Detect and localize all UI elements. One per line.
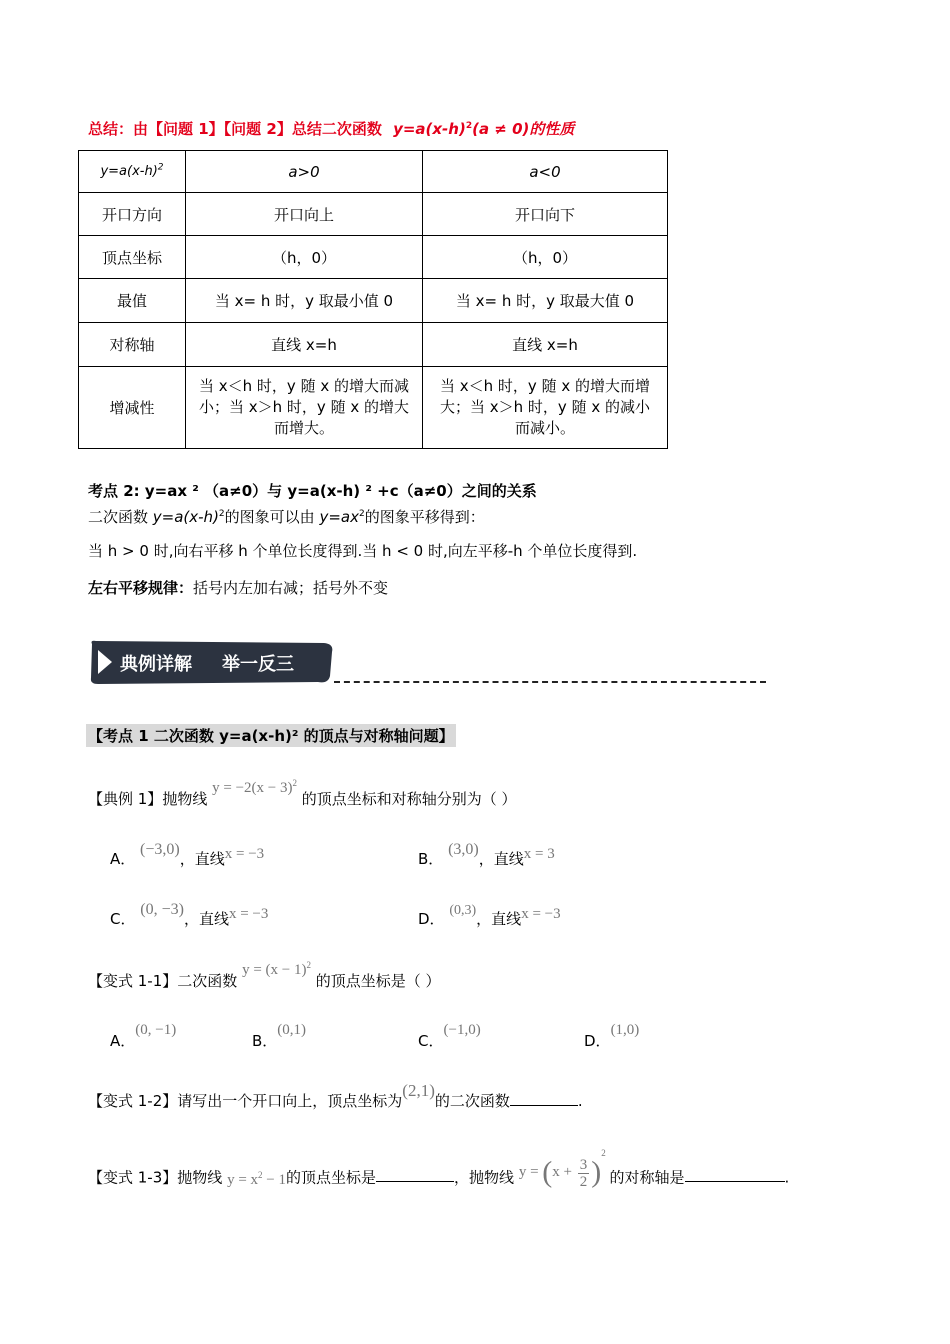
option-b[interactable]: B． (3,0)，直线x = 3 xyxy=(418,841,555,868)
answer-blank[interactable] xyxy=(685,1167,785,1182)
summary-heading: 总结：由【问题 1】【问题 2】总结二次函数 $y=a(x-h)^2(a \ne 0)$的性质 xyxy=(88,120,575,138)
table-cell: （h，0） xyxy=(423,236,668,279)
table-row xyxy=(79,236,668,279)
variant11-option-b[interactable]: B．(0,1) xyxy=(252,1022,307,1050)
variant12-question: 【变式 1-2】请写出一个开口向上，顶点坐标为(2,1)的二次函数 . xyxy=(88,1081,583,1110)
table-header-cell: a<0 xyxy=(423,151,668,193)
cell-line: 而增大。 xyxy=(273,419,334,437)
variant11-option-d[interactable]: D．(1,0) xyxy=(584,1022,640,1050)
table-header-cell: a>0 xyxy=(186,151,423,193)
table-cell: 开口向下 xyxy=(423,193,668,236)
table-row xyxy=(79,323,668,367)
summary-formula: y=a(x-h) xyxy=(393,120,466,138)
cell-line: 小；当 x＞h 时，y 随 x 的增大 xyxy=(199,398,409,416)
answer-blank[interactable] xyxy=(510,1091,578,1106)
table-cell: 顶点坐标 xyxy=(79,236,186,279)
table-cell xyxy=(423,367,668,449)
banner-title-left: 典例详解 xyxy=(120,654,192,675)
table-cell: 直线 x=h xyxy=(423,323,668,367)
table-cell xyxy=(186,367,423,449)
section1-title: 【考点 1 二次函数 y=a(x-h)² 的顶点与对称轴问题】 xyxy=(86,724,456,747)
table-cell: （h，0） xyxy=(186,236,423,279)
cell-line: 当 x＜h 时，y 随 x 的增大而减 xyxy=(199,377,409,395)
summary-condition: (a ≠ 0)的性质 xyxy=(472,120,575,138)
example1-formula: $y = -2(x - 3)^2$ xyxy=(212,778,297,796)
table-cell: 对称轴 xyxy=(79,323,186,367)
table-cell: 直线 x=h xyxy=(186,323,423,367)
cell-line: 大；当 x＞h 时，y 随 x 的减小 xyxy=(440,398,650,416)
point2-rule: 左右平移规律：括号内左加右减；括号外不变 xyxy=(88,579,389,597)
point2-line2: 当 h > 0 时,向右平移 h 个单位长度得到.当 h < 0 时,向左平移-h 个单位长度得到. xyxy=(88,542,638,560)
answer-blank[interactable] xyxy=(376,1167,454,1182)
point2-line1: 二次函数 $y=a(x-h)^2$的图象可以由 $y=ax^2$的图象平移得到： xyxy=(88,508,485,526)
example1-question: 【典例 1】抛物线 $y = -2(x - 3)^2$ 的顶点坐标和对称轴分别为（ ） xyxy=(88,778,517,808)
variant13-formula2: y = (x + $\frac{3}{2}$ )$^2$ xyxy=(518,1148,606,1190)
cell-line: 而减小。 xyxy=(514,419,575,437)
table-row xyxy=(79,367,668,449)
option-d[interactable]: D． (0,3)，直线x = −3 xyxy=(418,903,561,928)
variant13-question: 【变式 1-3】抛物线 $y = x^2 - 1$的顶点坐标是 ，抛物线 y = (x + $\frac{3}{2}$ )$^2$ 的对称轴是 . xyxy=(88,1148,790,1190)
point2-title: 考点 2: y=ax ² （a≠0）与 y=a(x-h) ² +c（a≠0）之间的关系 xyxy=(88,482,537,500)
properties-table xyxy=(78,150,668,449)
table-cell: 最值 xyxy=(79,279,186,323)
variant11-option-c[interactable]: C．(−1,0) xyxy=(418,1022,481,1050)
variant11-question: 【变式 1-1】二次函数 $y = (x - 1)^2$ 的顶点坐标是（ ） xyxy=(88,960,441,990)
table-cell: 增减性 xyxy=(79,367,186,449)
table-cell: 开口方向 xyxy=(79,193,186,236)
table-header-cell: $y=a(x-h)^2$ xyxy=(79,151,186,193)
variant11-option-a[interactable]: A．(0, −1) xyxy=(110,1022,177,1050)
banner-title-right: 举一反三 xyxy=(222,654,294,675)
table-row xyxy=(79,279,668,323)
banner-divider xyxy=(334,681,766,683)
table-cell: 开口向上 xyxy=(186,193,423,236)
cell-line: 当 x＜h 时，y 随 x 的增大而增 xyxy=(440,377,650,395)
option-c[interactable]: C． (0, −3)，直线x = −3 xyxy=(110,901,269,928)
variant11-formula: $y = (x - 1)^2$ xyxy=(242,960,311,978)
table-header-row xyxy=(79,151,668,193)
table-row xyxy=(79,193,668,236)
option-a[interactable]: A． (−3,0)，直线x = −3 xyxy=(110,841,265,868)
table-cell: 当 x= h 时，y 取最大值 0 xyxy=(423,279,668,323)
table-cell: 当 x= h 时，y 取最小值 0 xyxy=(186,279,423,323)
summary-prefix: 总结：由【问题 1】【问题 2】总结二次函数 xyxy=(88,120,382,138)
